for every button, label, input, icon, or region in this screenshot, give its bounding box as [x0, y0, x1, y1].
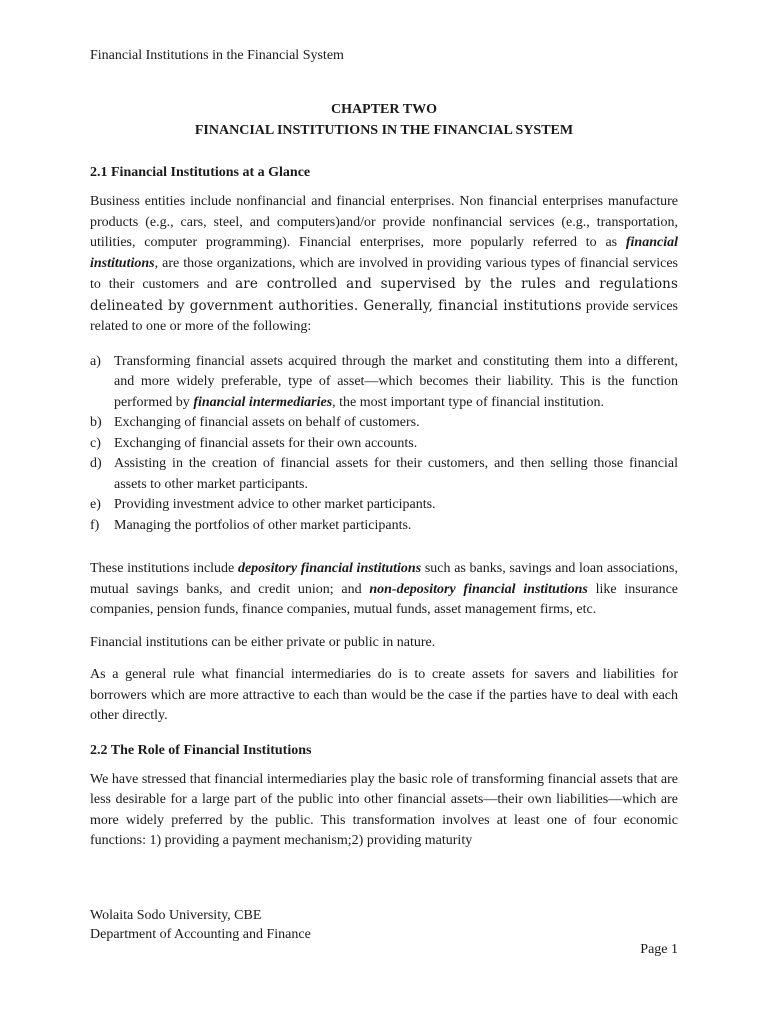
intro-text-b: , are those organizations, which are involved in providing various types of financial services to their customers and: [90, 255, 678, 292]
role-paragraph: We have stressed that financial intermediaries play the basic role of transforming financial assets that are less desirable for a large part of the public into other financial assets—their own liabilities—which are more widely preferred by the public. This transformation involves at least one of four economic functions: 1) providing a payment mechanism;2) providing maturity: [90, 771, 678, 848]
list-marker: f): [90, 517, 100, 533]
term-financial-intermediaries: financial intermediaries: [193, 394, 333, 410]
list-text: , the most important type of financial institution.: [332, 394, 604, 410]
page-number: Page 1: [640, 942, 678, 957]
list-item: [90, 413, 678, 434]
private-public-paragraph: Financial institutions can be either private or public in nature.: [90, 634, 436, 650]
list-text: Managing the portfolios of other market participants.: [114, 517, 412, 533]
list-marker: c): [90, 435, 101, 451]
section-heading-2-1: 2.1 Financial Institutions at a Glance: [90, 165, 311, 180]
footer-university: Wolaita Sodo University, CBE: [90, 908, 262, 923]
list-marker: e): [90, 497, 101, 512]
list-marker: d): [90, 456, 102, 471]
list-marker: a): [90, 353, 101, 369]
services-list: [90, 352, 678, 537]
chapter-title: FINANCIAL INSTITUTIONS IN THE FINANCIAL SYSTEM: [194, 123, 574, 138]
list-item: [90, 454, 678, 495]
main-content: [90, 163, 678, 852]
p2-text-c: like insurance companies, pension funds, finance companies, mutual funds, asset management firms, etc.: [90, 581, 678, 617]
section-heading-2-2: 2.2 The Role of Financial Institutions: [90, 742, 312, 758]
intro-paragraph: [90, 192, 678, 338]
intro-text-big: are controlled and supervised by the rules and regulations delineated by government authorities. Generally, financial institutions: [90, 276, 679, 314]
intro-text-c: provide services related to one or more of the following:: [90, 298, 678, 334]
chapter-heading: [0, 99, 768, 141]
running-header: Financial Institutions in the Financial System: [90, 48, 344, 63]
list-item: [90, 352, 678, 414]
list-text: Assisting in the creation of financial assets for their customers, and then selling those financial assets to other market participants.: [114, 456, 678, 492]
term-non-depository: non-depository financial institutions: [369, 581, 588, 597]
list-item: [90, 516, 678, 537]
list-text: Exchanging of financial assets on behalf of customers.: [114, 415, 420, 430]
page-footer: [90, 906, 311, 944]
list-text: Providing investment advice to other market participants.: [114, 497, 436, 512]
list-item: [90, 434, 678, 455]
footer-department: Department of Accounting and Finance: [90, 927, 311, 942]
list-marker: b): [90, 415, 102, 430]
intro-text-a: Business entities include nonfinancial and financial enterprises. Non financial enterprises manufacture products (e.g., cars, steel, and computers)and/or provide nonfinancial services (e.g., transportation, utilities, computer programming). Financial enterprises, more popularly referred to as: [90, 194, 678, 250]
institutions-paragraph: [90, 559, 678, 621]
p2-text-b: such as banks, savings and loan associations, mutual savings banks, and credit union; and: [90, 561, 678, 597]
term-financial-institutions: financial institutions: [90, 235, 678, 271]
list-text: Exchanging of financial assets for their own accounts.: [114, 435, 418, 451]
list-text: Transforming financial assets acquired through the market and constituting them into a different, and more widely preferable, type of asset—which becomes their liability. This is the function performed by: [114, 353, 678, 410]
chapter-number: CHAPTER TWO: [331, 102, 437, 117]
general-rule-paragraph: As a general rule what financial intermediaries do is to create assets for savers and liabilities for borrowers which are more attractive to each than would be the case if the parties have to deal with each other directly.: [90, 667, 678, 723]
term-depository: depository financial institutions: [237, 561, 422, 576]
list-item: [90, 495, 678, 516]
p2-text-a: These institutions include: [90, 561, 238, 576]
